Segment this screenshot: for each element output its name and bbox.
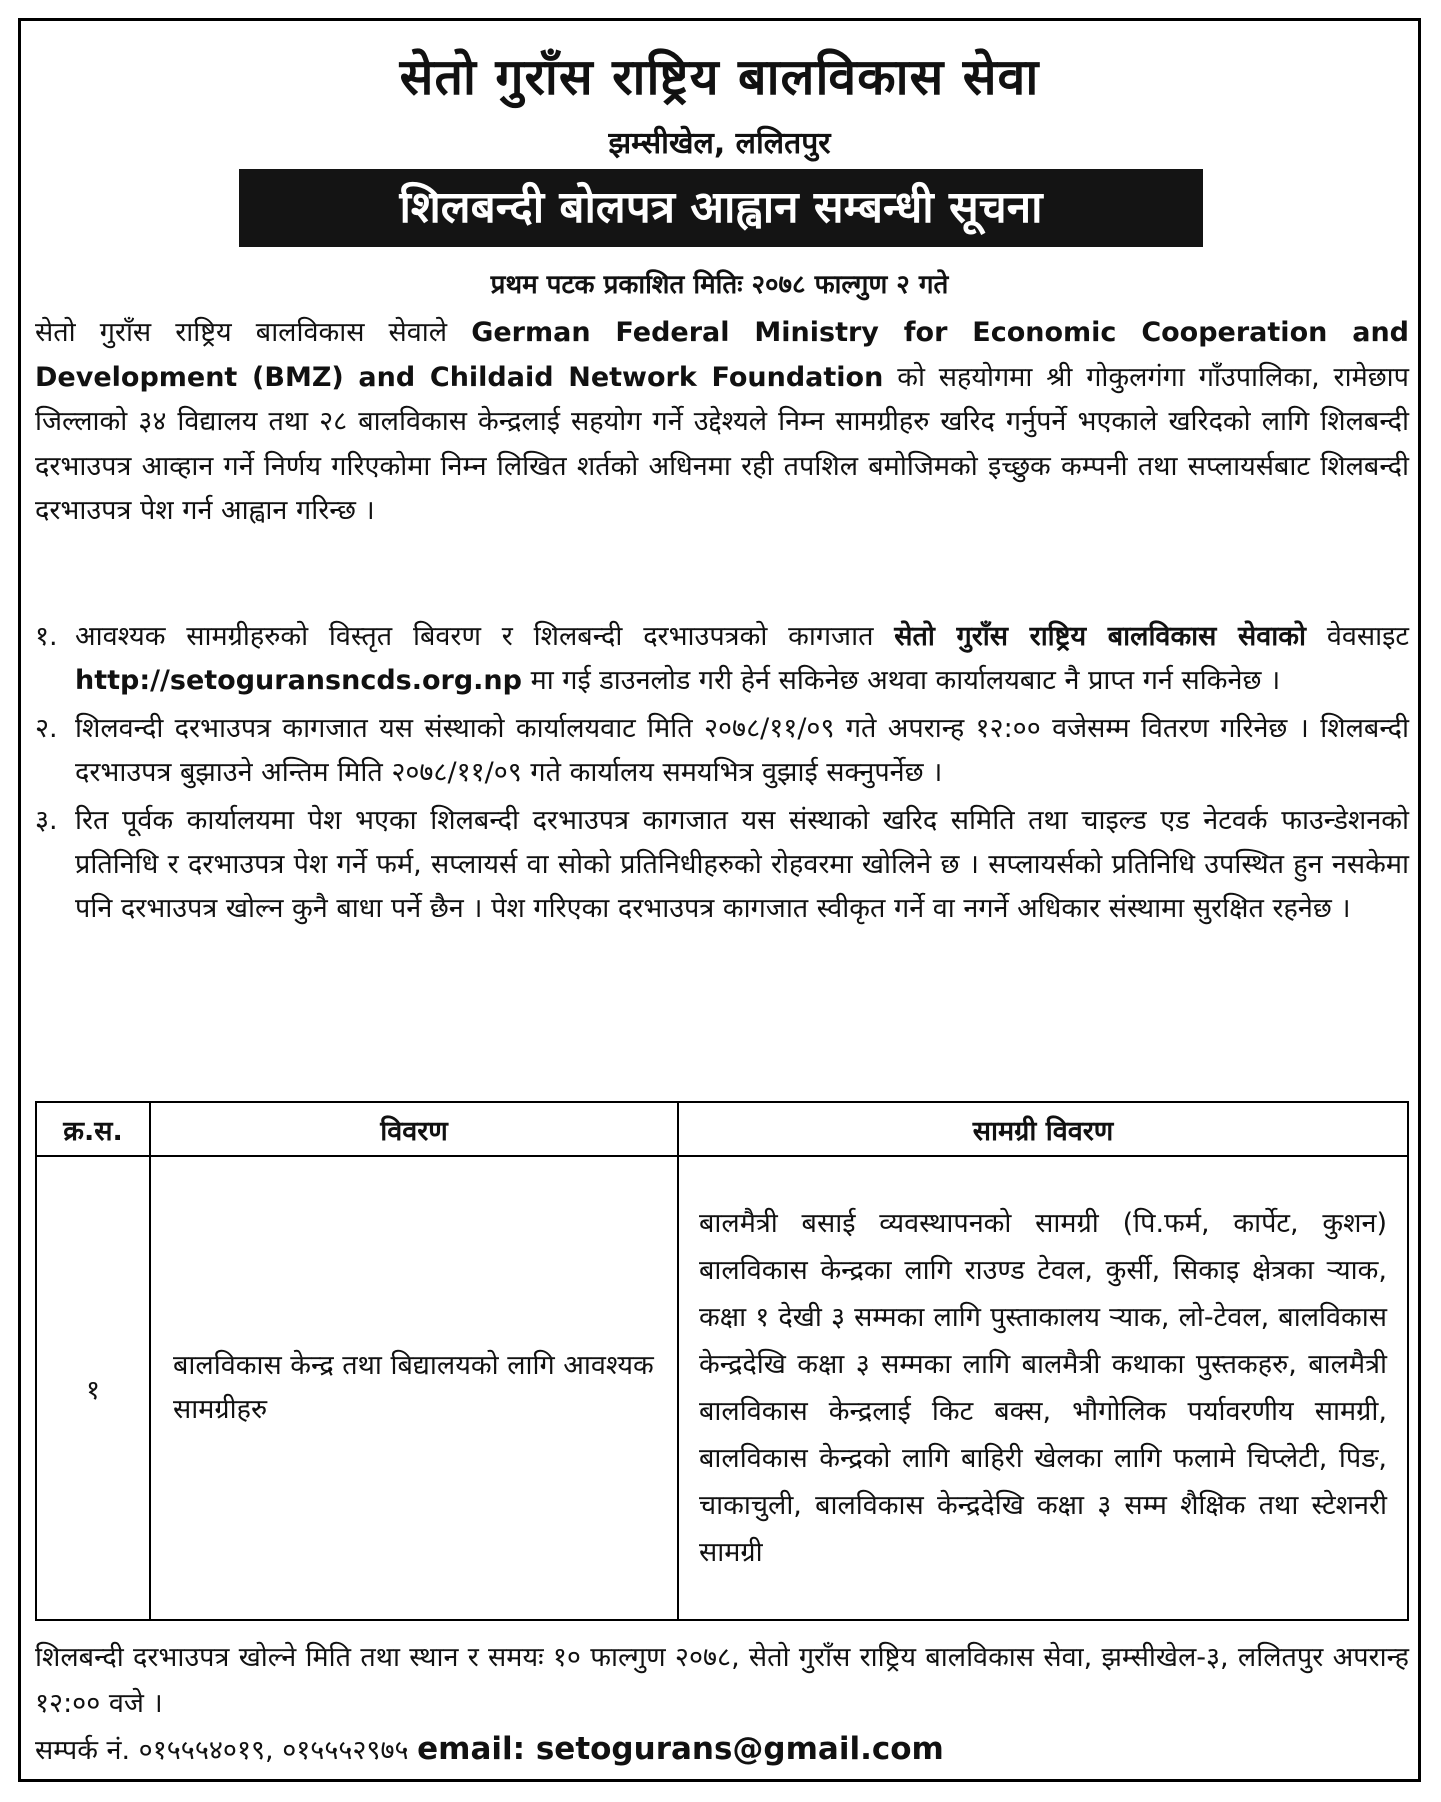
opening-info: शिलबन्दी दरभाउपत्र खोल्ने मिति तथा स्थान र समयः १० फाल्गुण २०७८, सेतो गुराँस राष्ट्रिय बालविकास सेवा, झम्सीखेल-३, ललितपुर अपरान्ह १२:०० वजे । bbox=[35, 1642, 1409, 1719]
website-link[interactable]: http://setoguransncds.org.np bbox=[75, 665, 522, 696]
condition-org-name: सेतो गुराँस राष्ट्रिय बालविकास सेवाको bbox=[894, 621, 1307, 652]
publication-date: प्रथम पटक प्रकाशित मितिः २०७८ फाल्गुण २ गते bbox=[490, 270, 949, 300]
intro-paragraph bbox=[35, 311, 1409, 534]
contact-email[interactable]: email: setogurans@gmail.com bbox=[417, 1731, 944, 1767]
row-description: बालविकास केन्द्र तथा बिद्यालयको लागि आवश्यक सामग्रीहरु bbox=[150, 1156, 678, 1620]
condition-text-part: मा गई डाउनलोड गरी हेर्न सकिनेछ अथवा कार्यालयबाट नै प्राप्त गर्न सकिनेछ । bbox=[530, 665, 1281, 696]
intro-partners: German Federal Ministry for Economic Cooperation and Development (BMZ) and Childaid Network Foundation bbox=[35, 317, 1409, 393]
condition-text bbox=[75, 615, 1409, 703]
table-header-row bbox=[36, 1102, 1408, 1156]
condition-text: शिलवन्दी दरभाउपत्र कागजात यस संस्थाको कार्यालयवाट मिति २०७८/११/०९ गते अपरान्ह १२:०० वजेसम्म वितरण गरिनेछ । शिलबन्दी दरभाउपत्र बुझाउने अन्तिम मिति २०७८/११/०९ गते कार्यालय समयभित्र वुझाई सक्नुपर्नेछ । bbox=[75, 713, 1409, 788]
column-header-description: विवरण bbox=[150, 1102, 678, 1156]
intro-rest: को सहयोगमा श्री गोकुलगंगा गाँउपालिका, रामेछाप जिल्लाको ३४ विद्यालय तथा २८ बालविकास केन्द्रलाई सहयोग गर्ने उद्देश्यले निम्न सामग्रीहरु खरिद गर्नुपर्ने भएकाले खरिदको लागि शिलबन्दी दरभाउपत्र आव्हान गर्ने निर्णय गरिएकोमा निम्न लिखित शर्तको अधिनमा रही तपशिल बमोजिमको इच्छुक कम्पनी तथा सप्लायर्सबाट शिलबन्दी दरभाउपत्र पेश गर्न आह्वान गरिन्छ । bbox=[35, 361, 1409, 526]
row-sn: १ bbox=[36, 1156, 150, 1620]
contact-numbers: सम्पर्क नं. ०१५५५४०१९, ०१५५५२९७५ bbox=[35, 1735, 409, 1766]
organization-address: झम्सीखेल, ललितपुर bbox=[608, 126, 831, 161]
notice-title-banner: शिलबन्दी बोलपत्र आह्वान सम्बन्धी सूचना bbox=[239, 169, 1203, 247]
condition-number: २. bbox=[35, 713, 58, 744]
intro-lead: सेतो गुराँस राष्ट्रिय बालविकास सेवाले bbox=[35, 317, 448, 348]
row-materials: बालमैत्री बसाई व्यवस्थापनको सामग्री (पि.फर्म, कार्पेट, कुशन) बालविकास केन्द्रका लागि राउण्ड टेवल, कुर्सी, सिकाइ क्षेत्रका र्‍याक, कक्षा १ देखी ३ सम्मका लागि पुस्ताकालय र्‍याक, लो-टेवल, बालविकास केन्द्रदेखि कक्षा ३ सम्मका लागि बालमैत्री कथाका पुस्तकहरु, बालमैत्री बालविकास केन्द्रलाई किट बक्स, भौगोलिक पर्यावरणीय सामग्री, बालविकास केन्द्रको लागि बाहिरी खेलका लागि फलामे चिप्लेटी, पिङ, चाकाचुली, बालविकास केन्द्रदेखि कक्षा ३ सम्म शैक्षिक तथा स्टेशनरी सामग्री bbox=[678, 1156, 1408, 1620]
condition-item bbox=[35, 615, 1409, 703]
contact-info bbox=[35, 1727, 1409, 1773]
condition-text-part: आवश्यक सामग्रीहरुको विस्तृत बिवरण र शिलबन्दी दरभाउपत्रको कागजात bbox=[75, 621, 874, 652]
condition-number: ३. bbox=[35, 805, 58, 836]
column-header-materials: सामग्री विवरण bbox=[678, 1102, 1408, 1156]
notice-page bbox=[18, 18, 1421, 1782]
condition-number: १. bbox=[35, 621, 58, 652]
condition-text-part: वेवसाइट bbox=[1326, 621, 1409, 652]
organization-title: सेतो गुराँस राष्ट्रिय बालविकास सेवा bbox=[399, 48, 1040, 106]
materials-table bbox=[35, 1101, 1409, 1621]
condition-text: रित पूर्वक कार्यालयमा पेश भएका शिलबन्दी दरभाउपत्र कागजात यस संस्थाको खरिद समिति तथा चाइल्ड एड नेटवर्क फाउन्डेशनको प्रतिनिधि र दरभाउपत्र पेश गर्ने फर्म, सप्लायर्स वा सोको प्रतिनिधीहरुको रोहवरमा खोलिने छ । सप्लायर्सको प्रतिनिधि उपस्थित हुन नसकेमा पनि दरभाउपत्र खोल्न कुनै बाधा पर्ने छैन । पेश गरिएका दरभाउपत्र कागजात स्वीकृत गर्ने वा नगर्ने अधिकार संस्थामा सुरक्षित रहनेछ । bbox=[75, 805, 1409, 924]
condition-item bbox=[35, 707, 1409, 795]
condition-item bbox=[35, 799, 1409, 931]
column-header-sn: क्र.स. bbox=[36, 1102, 150, 1156]
conditions-list bbox=[35, 615, 1409, 931]
table-row bbox=[36, 1156, 1408, 1620]
